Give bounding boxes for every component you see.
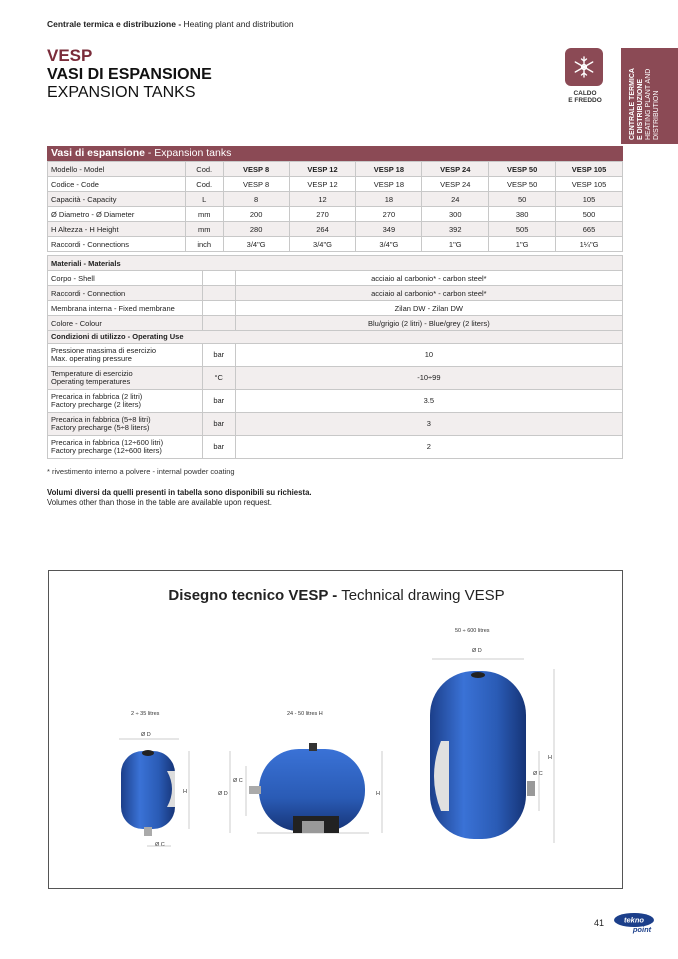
medium-tank-drawing <box>249 743 365 833</box>
section-side-tab: CENTRALE TERMICA E DISTRIBUZIONE HEATING PLANT AND DISTRIBUTION <box>621 48 678 144</box>
table-row: Codice - Code Cod. VESP 8 VESP 12 VESP 18 VESP 24 VESP 50 VESP 105 <box>48 177 623 192</box>
product-code: VESP <box>47 46 93 65</box>
dim-h-small: H <box>183 789 187 795</box>
badge-label: CALDO E FREDDO <box>568 90 602 104</box>
table-row: Modello - Model Cod. VESP 8 VESP 12 VESP 18 VESP 24 VESP 50 VESP 105 <box>48 162 623 177</box>
table-title-bar: Vasi di espansione - Expansion tanks <box>47 146 623 161</box>
logo-text-1: tekno <box>623 915 645 925</box>
dim-c-medium: Ø C <box>233 778 243 784</box>
large-tank-drawing <box>430 671 535 839</box>
table-row: Materiali - Materials <box>48 256 623 271</box>
drawing-title: Disegno tecnico VESP - Technical drawing VESP <box>168 587 505 604</box>
label-large-tank: 50 ÷ 600 litres <box>455 628 490 634</box>
table-row: Condizioni di utilizzo - Operating Use <box>48 331 623 344</box>
table-row: H Altezza - H Height mm 280 264 349 392 505 665 <box>48 222 623 237</box>
dim-d-large: Ø D <box>472 648 482 654</box>
table-row: Pressione massima di esercizio Max. operating pressure bar 10 <box>48 344 623 367</box>
snowflake-sun-icon <box>565 48 603 86</box>
dim-d-medium: Ø D <box>218 791 228 797</box>
label-small-tank: 2 ÷ 35 litres <box>131 711 160 717</box>
header-category-en: Heating plant and distribution <box>183 19 294 29</box>
table-row: Temperature di esercizio Operating temperatures °C -10÷99 <box>48 367 623 390</box>
hot-cold-badge <box>565 48 603 86</box>
technical-drawing <box>48 570 623 889</box>
page-title-en: EXPANSION TANKS <box>47 84 196 101</box>
dim-d-small: Ø D <box>141 732 151 738</box>
conditions-table <box>47 330 623 459</box>
logo-text-2: point <box>632 925 652 934</box>
label-medium-tank: 24 - 50 litres H <box>287 711 323 717</box>
table-row: Raccordi - Connection acciaio al carbonio* - carbon steel* <box>48 286 623 301</box>
header-category-it: Centrale termica e distribuzione - <box>47 19 182 29</box>
teknopoint-logo <box>612 912 660 934</box>
table-row: Colore - Colour Blu/grigio (2 litri) - Blue/grey (2 liters) <box>48 316 623 331</box>
dim-h-large: H <box>548 755 552 761</box>
footnote: * rivestimento interno a polvere - internal powder coating <box>47 467 235 476</box>
table-row: Capacità - Capacity L 8 12 18 24 50 105 <box>48 192 623 207</box>
availability-note: Volumi diversi da quelli presenti in tabella sono disponibili su richiesta. Volumes other than those in the table are available upon request. <box>47 488 312 507</box>
dim-c-large: Ø C <box>533 771 543 777</box>
table-row: Membrana interna - Fixed membrane Zilan DW - Zilan DW <box>48 301 623 316</box>
page-number: 41 <box>594 918 605 928</box>
page-header <box>47 19 294 29</box>
tanks-illustration <box>49 571 624 890</box>
dim-c-small: Ø C <box>155 842 165 848</box>
dim-h-medium: H <box>376 791 380 797</box>
small-tank-drawing <box>121 750 175 836</box>
page-title-it: VASI DI ESPANSIONE <box>47 66 212 83</box>
table-row: Corpo - Shell acciaio al carbonio* - carbon steel* <box>48 271 623 286</box>
table-row: Ø Diametro - Ø Diameter mm 200 270 270 300 380 500 <box>48 207 623 222</box>
table-row: Precarica in fabbrica (5÷8 litri) Factory precharge (5÷8 liters) bar 3 <box>48 413 623 436</box>
table-row: Precarica in fabbrica (12÷600 litri) Factory precharge (12÷600 liters) bar 2 <box>48 436 623 459</box>
table-row: Raccordi - Connections inch 3/4"G 3/4"G 3/4"G 1"G 1"G 1¼"G <box>48 237 623 252</box>
specs-table <box>47 161 623 252</box>
table-row: Precarica in fabbrica (2 litri) Factory precharge (2 liters) bar 3.5 <box>48 390 623 413</box>
materials-table <box>47 255 623 331</box>
